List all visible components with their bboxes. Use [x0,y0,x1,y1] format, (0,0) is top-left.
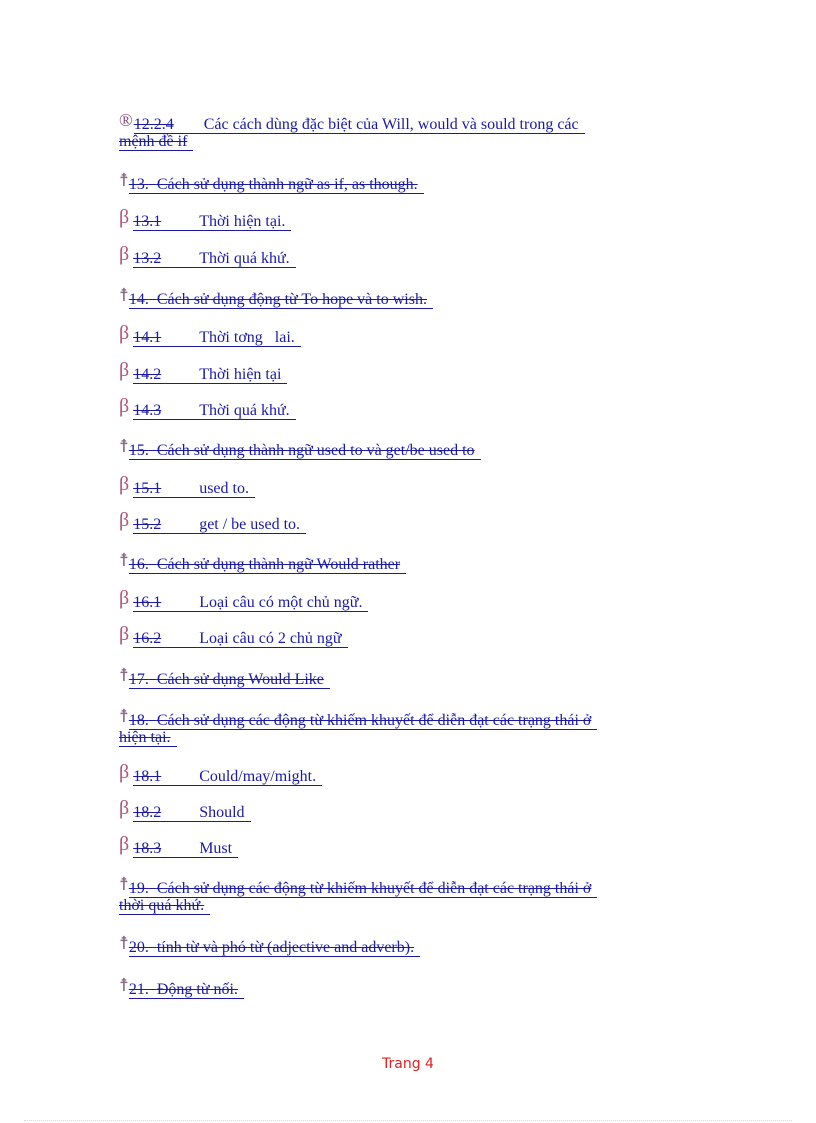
toc-entry-label[interactable]: 13.1 Thời hiện tại. [133,213,291,231]
cross-icon: ☨ [119,436,129,457]
toc-entry-label[interactable]: 18.3 Must [133,840,238,858]
toc-entry-15[interactable] [119,436,679,459]
toc-entry-label[interactable]: 19. Cách sử dụng các động từ khiếm khuyết để diễn đạt các trạng thái ở [129,880,598,898]
cross-icon: ☨ [119,665,129,686]
toc-entry-14-2[interactable] [119,359,679,383]
toc-entry-label[interactable]: 14.2 Thời hiện tại [133,366,287,384]
toc-entry-18-1[interactable] [119,761,679,785]
cross-icon: ☨ [119,170,129,191]
toc-entry-15-2[interactable] [119,509,679,533]
beta-icon: β [119,761,130,783]
toc-entry-label[interactable]: 18.2 Should [133,804,250,822]
toc-entry-label[interactable]: 20. tính từ và phó từ (adjective and adverb). [129,939,420,957]
toc-entry-label[interactable]: 15.1 used to. [133,480,255,498]
toc-entry-continuation[interactable]: hiện tại. [119,729,177,747]
toc-entry-13-2[interactable] [119,243,679,267]
toc-entry-label[interactable]: 14. Cách sử dụng động từ To hope và to wish. [129,291,433,309]
beta-icon: β [119,359,130,381]
toc-entry-19[interactable] [119,874,679,914]
cross-icon: ☨ [119,874,129,895]
toc-entry-label[interactable]: 13.2 Thời quá khứ. [133,250,295,268]
toc-entry-label[interactable]: 18. Cách sử dụng các động từ khiếm khuyết để diễn đạt các trạng thái ở [129,712,598,730]
toc-entry-15-1[interactable] [119,473,679,497]
toc-entry-label[interactable]: 14.3 Thời quá khứ. [133,402,295,420]
toc-entry-12-2-4[interactable] [119,110,679,150]
toc-entry-21[interactable] [119,975,679,998]
toc-entry-label[interactable]: 16. Cách sử dụng thành ngữ Would rather [129,556,406,574]
toc-entry-13-1[interactable] [119,206,679,230]
toc-entry-label[interactable]: 18.1 Could/may/might. [133,768,322,786]
toc-entry-label[interactable]: 15.2 get / be used to. [133,516,306,534]
toc-entry-14-3[interactable] [119,395,679,419]
registered-icon: ® [119,110,133,130]
beta-icon: β [119,797,130,819]
toc-entry-16-1[interactable] [119,587,679,611]
toc-entry-18-2[interactable] [119,797,679,821]
toc-entry-16-2[interactable] [119,623,679,647]
cross-icon: ☨ [119,285,129,306]
toc-entry-label[interactable]: 16.1 Loại câu có một chủ ngữ. [133,594,368,612]
beta-icon: β [119,623,130,645]
toc-entry-13[interactable] [119,170,679,193]
cross-icon: ☨ [119,706,129,727]
toc-entry-continuation[interactable]: mệnh đề if [119,133,193,151]
toc-entry-14[interactable] [119,285,679,308]
toc-entry-label[interactable]: 21. Động từ nối. [129,981,244,999]
toc-entry-continuation[interactable]: thời quá khứ. [119,897,210,915]
beta-icon: β [119,473,130,495]
toc-entry-18-3[interactable] [119,833,679,857]
toc-entry-20[interactable] [119,933,679,956]
cross-icon: ☨ [119,550,129,571]
toc-entry-18[interactable] [119,706,679,746]
toc-entry-17[interactable] [119,665,679,688]
beta-icon: β [119,587,130,609]
cross-icon: ☨ [119,975,129,996]
cross-icon: ☨ [119,933,129,954]
toc-entry-label[interactable]: 16.2 Loại câu có 2 chủ ngữ [133,630,347,648]
beta-icon: β [119,206,130,228]
page-number: Trang 4 [382,1056,434,1072]
toc-entry-label[interactable]: 12.2.4 Các cách dùng đặc biệt của Will, would và sould trong các [134,116,585,134]
toc-entry-label[interactable]: 13. Cách sử dụng thành ngữ as if, as though. [129,176,424,194]
toc-entry-label[interactable]: 14.1 Thời tơng lai. [133,329,301,347]
toc-entry-label[interactable]: 15. Cách sử dụng thành ngữ used to và get/be used to [129,442,481,460]
toc-entry-14-1[interactable] [119,322,679,346]
beta-icon: β [119,833,130,855]
beta-icon: β [119,509,130,531]
beta-icon: β [119,322,130,344]
beta-icon: β [119,243,130,265]
toc-entry-label[interactable]: 17. Cách sử dụng Would Like [129,671,330,689]
toc-entry-16[interactable] [119,550,679,573]
page-bottom-divider [24,1120,792,1121]
beta-icon: β [119,395,130,417]
